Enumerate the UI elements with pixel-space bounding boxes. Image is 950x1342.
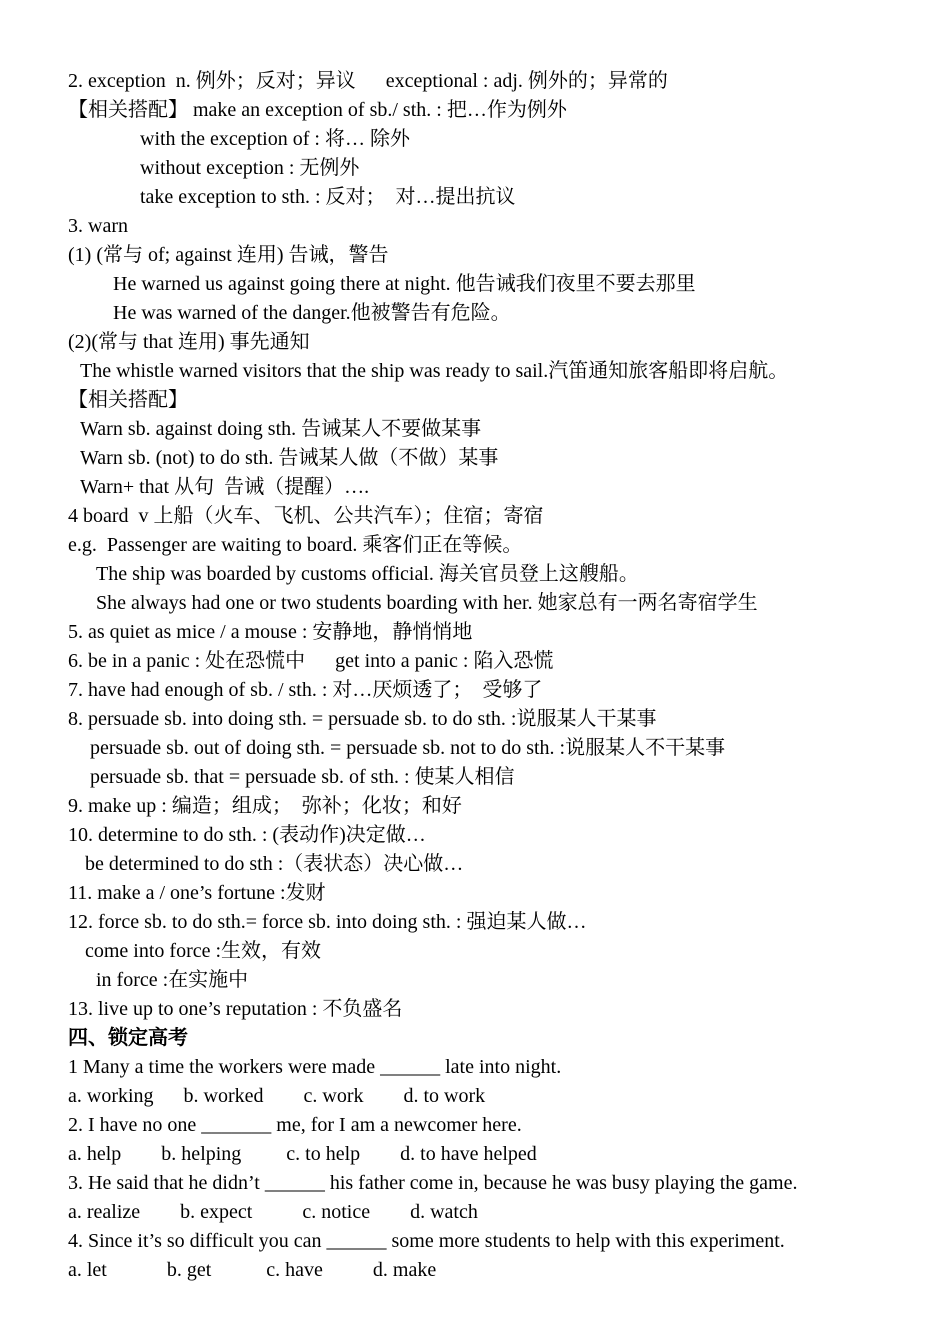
- question-1: 1 Many a time the workers were made ______ late into night.: [68, 1056, 562, 1078]
- vocab-determine: 10. determine to do sth. : (表动作)决定做…: [68, 824, 426, 846]
- example-sentence: The ship was boarded by customs official. 海关官员登上这艘船。: [96, 563, 639, 585]
- example-sentence: The whistle warned visitors that the ship was ready to sail.汽笛通知旅客船即将启航。: [80, 360, 789, 382]
- vocab-force-line: come into force :生效，有效: [85, 940, 322, 962]
- collocation-line: take exception to sth. : 反对； 对…提出抗议: [140, 186, 516, 208]
- vocab-persuade-line: persuade sb. that = persuade sb. of sth. : 使某人相信: [90, 766, 515, 788]
- vocab-persuade-line: persuade sb. out of doing sth. = persuade sb. not to do sth. :说服某人不干某事: [90, 737, 726, 759]
- warn-sense-2: (2)(常与 that 连用) 事先通知: [68, 331, 310, 353]
- collocation-line: Warn+ that 从句 告诫（提醒）….: [80, 476, 370, 498]
- collocation-line: with the exception of : 将… 除外: [140, 128, 410, 150]
- vocab-quiet-as-mice: 5. as quiet as mice / a mouse : 安静地，静悄悄地: [68, 621, 473, 643]
- question-4: 4. Since it’s so difficult you can ______ some more students to help with this experiment.: [68, 1230, 785, 1252]
- vocab-force: 12. force sb. to do sth.= force sb. into doing sth. : 强迫某人做…: [68, 911, 587, 933]
- question-4-options: a. let b. get c. have d. make: [68, 1259, 437, 1281]
- collocation-line: Warn sb. against doing sth. 告诫某人不要做某事: [80, 418, 482, 440]
- vocab-persuade: 8. persuade sb. into doing sth. = persuade sb. to do sth. :说服某人干某事: [68, 708, 657, 730]
- example-sentence: e.g. Passenger are waiting to board. 乘客们正在等候。: [68, 534, 523, 556]
- example-sentence: She always had one or two students boarding with her. 她家总有一两名寄宿学生: [96, 592, 758, 614]
- warn-sense-1: (1) (常与 of; against 连用) 告诫，警告: [68, 244, 389, 266]
- example-sentence: He warned us against going there at night. 他告诫我们夜里不要去那里: [113, 273, 696, 295]
- vocab-exception: 2. exception n. 例外；反对；异议 exceptional : adj. 例外的；异常的: [68, 70, 668, 92]
- vocab-board: 4 board v 上船（火车、飞机、公共汽车）；住宿；寄宿: [68, 505, 544, 527]
- question-3: 3. He said that he didn’t ______ his father come in, because he was busy playing the game.: [68, 1172, 798, 1194]
- collocation-line: Warn sb. (not) to do sth. 告诫某人做（不做）某事: [80, 447, 499, 469]
- question-3-options: a. realize b. expect c. notice d. watch: [68, 1201, 478, 1223]
- question-2-options: a. help b. helping c. to help d. to have helped: [68, 1143, 537, 1165]
- vocab-had-enough: 7. have had enough of sb. / sth. : 对…厌烦透了； 受够了: [68, 679, 543, 701]
- question-2: 2. I have no one _______ me, for I am a newcomer here.: [68, 1114, 522, 1136]
- vocab-force-line: in force :在实施中: [96, 969, 249, 991]
- example-sentence: He was warned of the danger.他被警告有危险。: [113, 302, 511, 324]
- collocation-line: without exception : 无例外: [140, 157, 360, 179]
- collocation-heading-exception: 【相关搭配】 make an exception of sb./ sth. : 把…作为例外: [68, 99, 567, 121]
- question-1-options: a. working b. worked c. work d. to work: [68, 1085, 486, 1107]
- section-heading: 四、锁定高考: [68, 1027, 188, 1049]
- vocab-determine-line: be determined to do sth :（表状态）决心做…: [85, 853, 464, 875]
- document-page: [0, 67, 950, 1285]
- vocab-warn: 3. warn: [68, 215, 128, 237]
- vocab-panic: 6. be in a panic : 处在恐慌中 get into a panic : 陷入恐慌: [68, 650, 554, 672]
- vocab-reputation: 13. live up to one’s reputation : 不负盛名: [68, 998, 403, 1020]
- collocation-heading-warn: 【相关搭配】: [68, 389, 188, 411]
- vocab-make-up: 9. make up : 编造；组成； 弥补；化妆；和好: [68, 795, 462, 817]
- vocab-fortune: 11. make a / one’s fortune :发财: [68, 882, 326, 904]
